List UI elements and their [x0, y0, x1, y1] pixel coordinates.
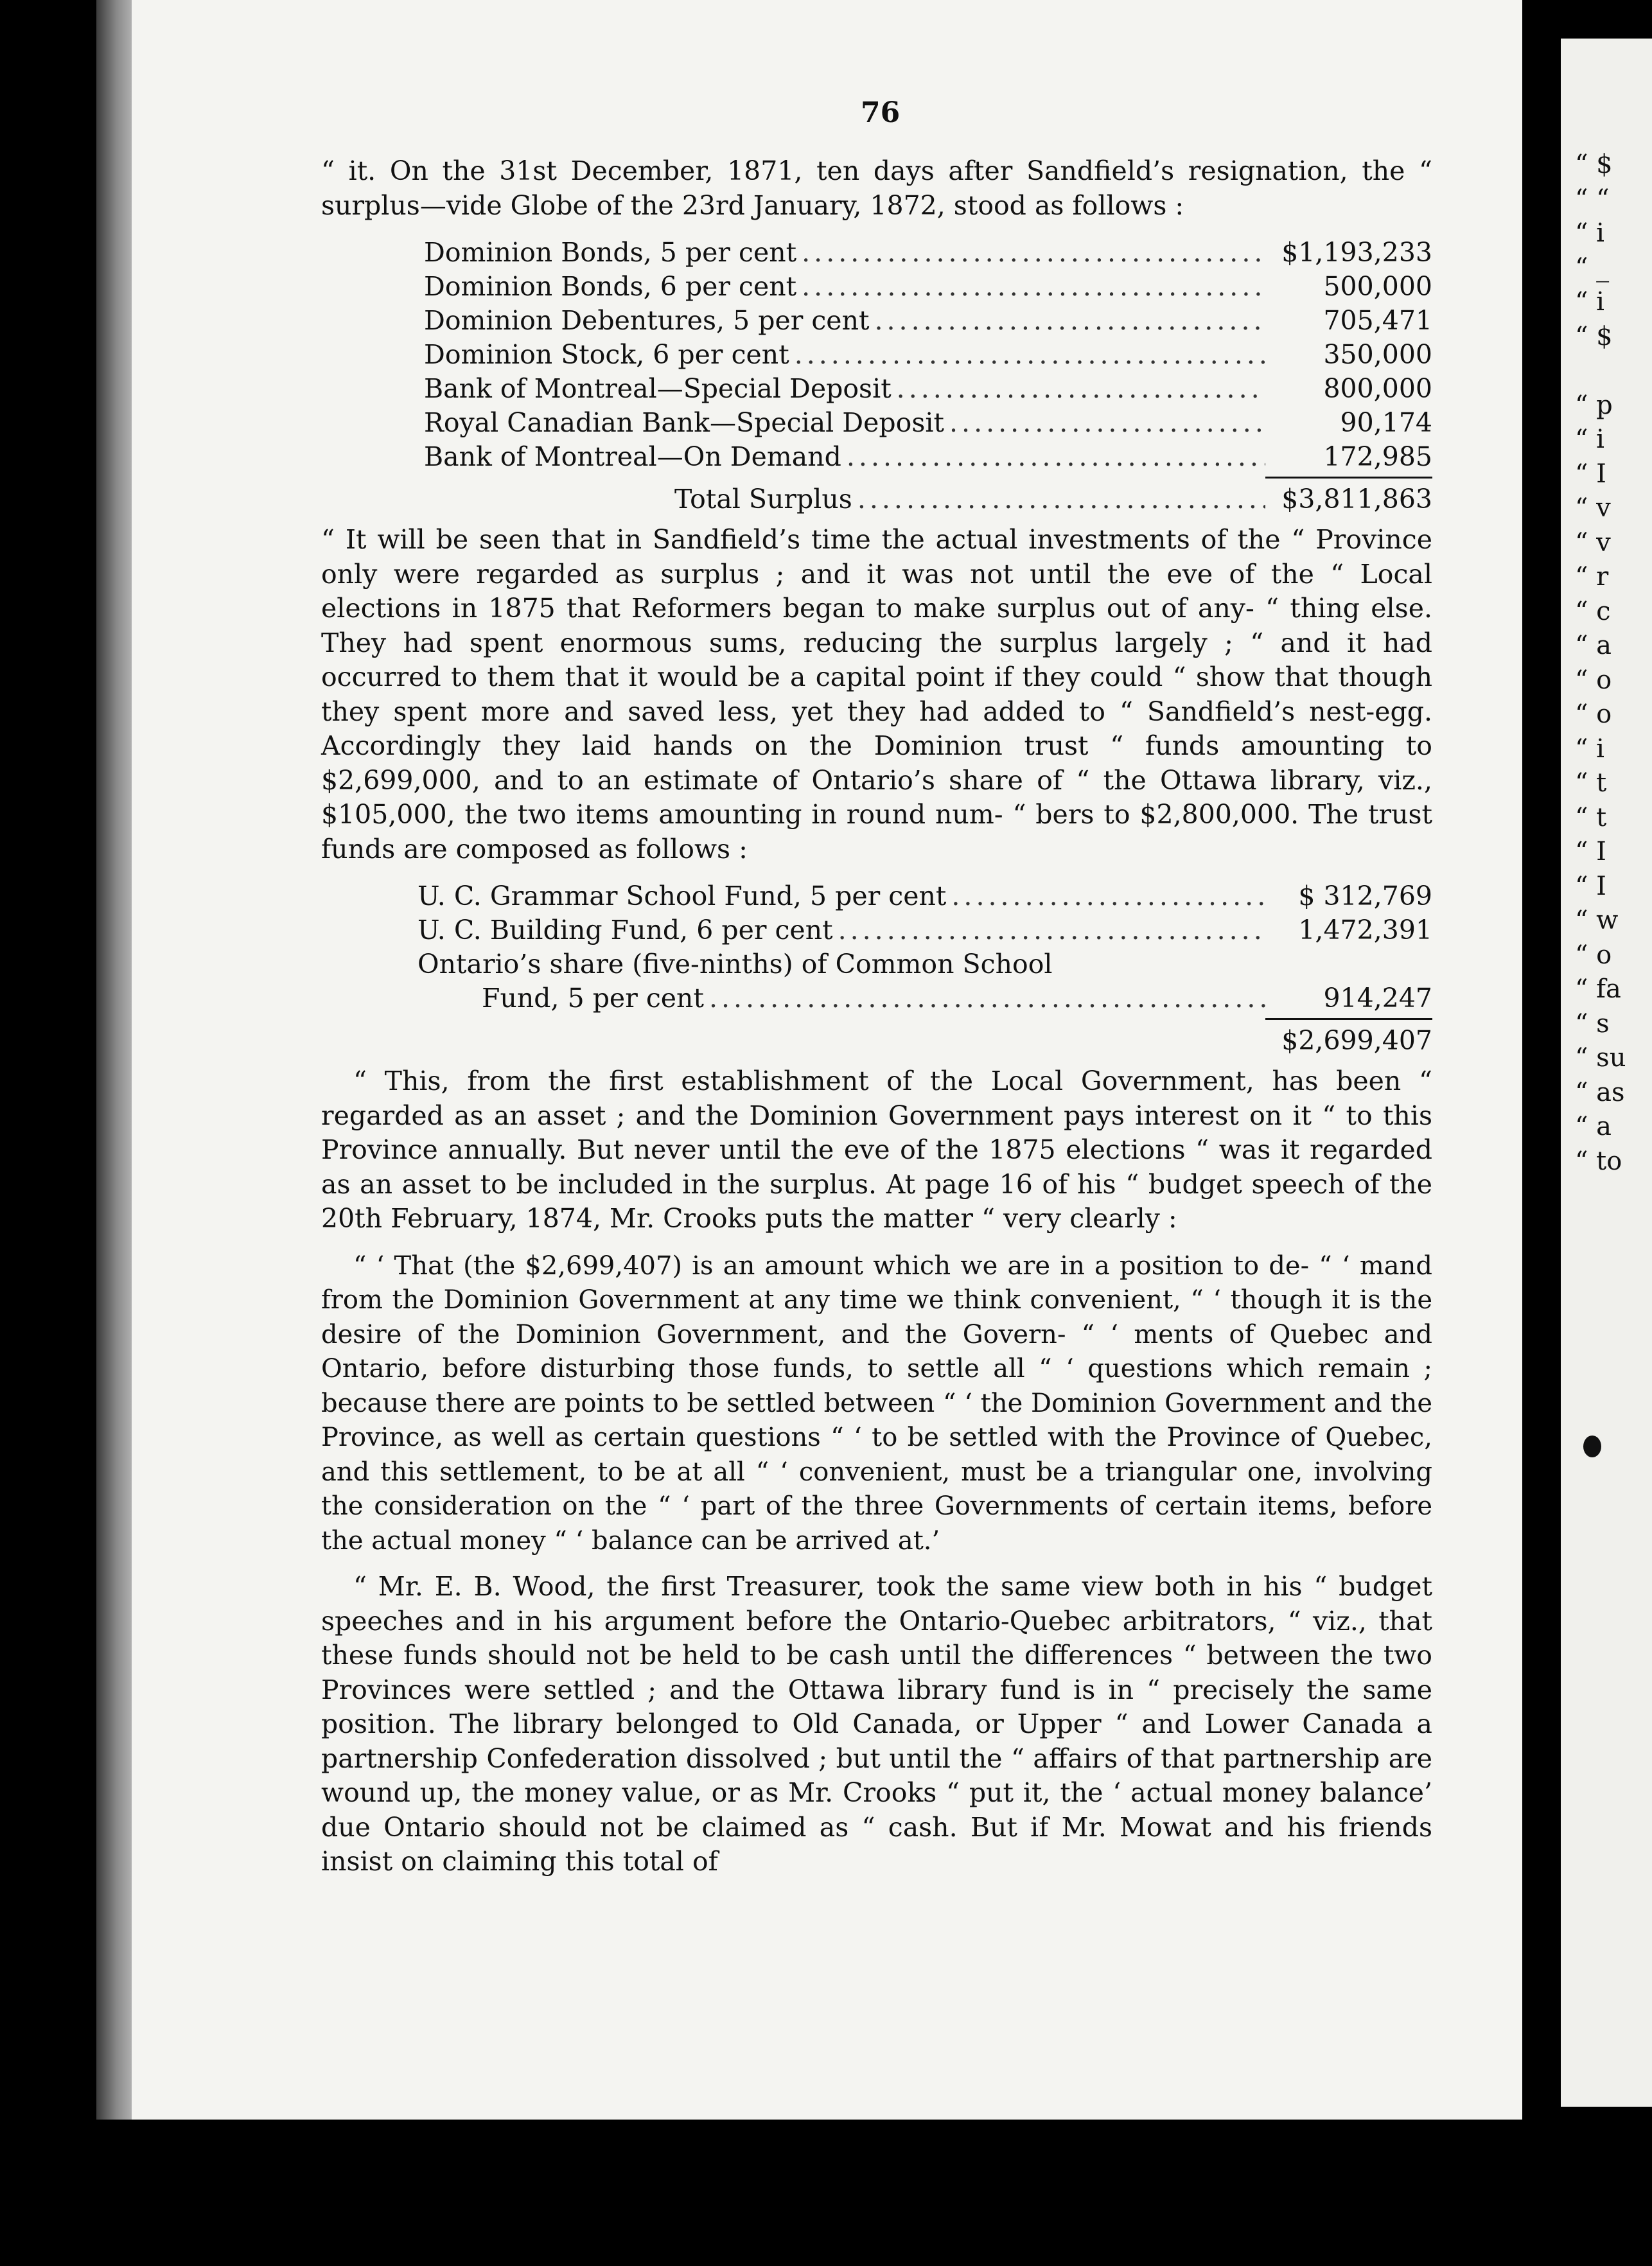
page-number: 76 [861, 96, 901, 129]
trust-row [417, 947, 1432, 981]
surplus-row [424, 406, 1432, 440]
facing-line-fragment: “ i [1575, 733, 1604, 764]
trust-row-amount: 1,472,391 [1298, 915, 1432, 945]
surplus-row-amount: $1,193,233 [1281, 237, 1432, 268]
surplus-row-amount: 705,471 [1323, 305, 1432, 336]
page-gutter [1522, 0, 1561, 2266]
facing-line-fragment: “ s [1575, 1008, 1610, 1039]
surplus-row-amount: 350,000 [1323, 339, 1432, 370]
facing-line-fragment: “ v [1575, 493, 1611, 523]
surplus-row-label: Dominion Bonds, 6 per cent [424, 271, 797, 302]
surplus-row [424, 338, 1432, 372]
leader-dots [892, 372, 1265, 407]
surplus-row [424, 270, 1432, 304]
surplus-row [424, 440, 1432, 474]
facing-line-fragment: “ w [1575, 906, 1619, 935]
surplus-total-row [424, 482, 1432, 516]
facing-line-fragment: “ a [1575, 631, 1612, 660]
leader-dots [704, 981, 1265, 1016]
surplus-row-amount: 172,985 [1323, 441, 1432, 472]
facing-line-fragment: “ o [1575, 699, 1612, 729]
trust-funds-table [321, 879, 1432, 1058]
surplus-row-label: Dominion Debentures, 5 per cent [424, 305, 870, 336]
facing-line-fragment: “ “ [1575, 184, 1610, 214]
surplus-total-label: Total Surplus [674, 484, 852, 514]
paragraph-asset: “ This, from the first establishment of the Local Government, has been “ regarded as an asset ; and the Dominion Government pays interest on it “ to this Province annually. But never until the eve of the 1875 elections “ was it regarded as an asset to be included in the surplus. At page 16 of his “ budget speech of the 20th February, 1874, Mr. Crooks puts the matter “ very clearly : [321, 1066, 1432, 1234]
facing-line-fragment: “ r [1575, 562, 1609, 592]
leader-dots [789, 338, 1265, 373]
page-body [321, 154, 1432, 1892]
trust-row [417, 981, 1432, 1015]
trust-row [417, 913, 1432, 947]
paragraph-wood: “ Mr. E. B. Wood, the first Treasurer, took the same view both in his “ budget speeches and in his argument before the Ontario-Quebec arbitrators, “ viz., that these funds should not be held to be cash until the differences “ between the two Provinces were settled ; and the Ottawa library fund is in “ precisely the same position. The library belonged to Old Canada, or Upper “ and Lower Canada a partnership Confederation dissolved ; but until the “ affairs of that partnership are wound up, the money value, or as Mr. Crooks “ put it, the ‘ actual money balance’ due Ontario should not be claimed as “ cash. But if Mr. Mowat and his friends insist on claiming this total of [321, 1571, 1432, 1877]
facing-line-fragment: “ I [1575, 459, 1606, 489]
facing-line-fragment: “ as [1575, 1077, 1625, 1107]
surplus-table [321, 236, 1432, 516]
surplus-row-label: Royal Canadian Bank—Special Deposit [424, 407, 944, 438]
sum-rule [1265, 1018, 1432, 1020]
leader-dots [852, 482, 1265, 517]
surplus-row-label: Dominion Bonds, 5 per cent [424, 237, 797, 268]
trust-row-label: Fund, 5 per cent [482, 983, 704, 1014]
facing-line-fragment: “ c [1575, 596, 1611, 626]
leader-dots [796, 270, 1265, 304]
leader-dots [841, 440, 1265, 475]
facing-line-fragment: “ i [1575, 287, 1604, 317]
facing-line-fragment: “ su [1575, 1043, 1626, 1073]
surplus-row-label: Bank of Montreal—On Demand [424, 441, 841, 472]
leader-dots [869, 304, 1265, 338]
facing-line-fragment: “ i [1575, 218, 1604, 248]
paragraph-trust-funds: “ It will be seen that in Sandfield’s time the actual investments of the “ Province only were regarded as surplus ; and it was not until the eve of the “ Local elections in 1875 that Reformers began to make surplus out of any- “ thing else. They had spent enormous sums, reducing the surplus largely ; “ and it had occurred to them that it would be a capital point if they could “ show that though they spent more and saved less, yet they had added to “ Sandfield’s nest-egg. Accordingly they laid hands on the Dominion trust “ funds amounting to $2,699,000, and to an estimate of Ontario’s share of “ the Ottawa library, viz., $105,000, the two items amounting in round num- “ bers to $2,800,000. The trust funds are composed as follows : [321, 524, 1432, 865]
facing-line-fragment: “ _ [1575, 252, 1610, 283]
trust-row-label: U. C. Grammar School Fund, 5 per cent [417, 881, 947, 911]
surplus-row-amount: 90,174 [1340, 407, 1432, 438]
surplus-total-amount: $3,811,863 [1281, 484, 1432, 514]
facing-line-fragment: “ i [1575, 425, 1604, 454]
surplus-row [424, 372, 1432, 406]
facing-line-fragment: “ I [1575, 837, 1606, 866]
trust-row-amount: $ 312,769 [1298, 881, 1432, 911]
trust-row-label: Ontario’s share (five-ninths) of Common School [417, 949, 1053, 979]
surplus-row-amount: 500,000 [1323, 271, 1432, 302]
paragraph-crooks-quote: “ ‘ That (the $2,699,407) is an amount which we are in a position to de- “ ‘ mand from the Dominion Government at any time we think convenient, “ ‘ though it is the desire of the Dominion Government, and the Govern- “ ‘ ments of Quebec and Ontario, before disturbing those funds, to settle all “ ‘ questions which remain ; because there are points to be settled between “ ‘ the Dominion Government and the Province, as well as certain questions “ ‘ to be settled with the Province of Quebec, and this settlement, to be at all “ ‘ convenient, must be a triangular one, involving the consideration on the “ ‘ part of the three Governments of certain items, before the actual money “ ‘ balance can be arrived at.’ [321, 1251, 1432, 1556]
facing-line-fragment: “ $ [1575, 321, 1613, 351]
trust-total-amount: $2,699,407 [1281, 1025, 1432, 1056]
surplus-row-label: Bank of Montreal—Special Deposit [424, 373, 892, 404]
leader-dots [833, 913, 1265, 948]
facing-line-fragment: “ I [1575, 871, 1606, 901]
facing-line-fragment: “ p [1575, 390, 1613, 420]
facing-line-fragment: “ $ [1575, 150, 1613, 179]
facing-line-fragment [1575, 354, 1646, 389]
trust-total-row [417, 1024, 1432, 1058]
facing-line-fragment: “ v [1575, 527, 1611, 558]
surplus-row-amount: 800,000 [1323, 373, 1432, 404]
trust-row-amount: 914,247 [1323, 983, 1432, 1014]
facing-line-fragment: “ a [1575, 1112, 1612, 1141]
ink-blot [1583, 1436, 1601, 1457]
surplus-row-label: Dominion Stock, 6 per cent [424, 339, 789, 370]
facing-page-line-starts [1575, 148, 1646, 1179]
paragraph-intro: “ it. On the 31st December, 1871, ten days after Sandfield’s resignation, the “ surplus—vide Globe of the 23rd January, 1872, stood as follows : [321, 155, 1432, 221]
facing-line-fragment: “ fa [1575, 974, 1621, 1004]
facing-line-fragment: “ o [1575, 940, 1612, 970]
sum-rule [1265, 477, 1432, 479]
leader-dots [946, 879, 1265, 914]
facing-line-fragment: “ to [1575, 1146, 1622, 1176]
facing-line-fragment: “ t [1575, 768, 1607, 798]
facing-line-fragment: “ t [1575, 802, 1607, 832]
leader-dots [796, 236, 1265, 270]
surplus-row [424, 304, 1432, 338]
leader-dots [944, 406, 1265, 441]
trust-row [417, 879, 1432, 913]
facing-line-fragment: “ o [1575, 665, 1612, 695]
surplus-row [424, 236, 1432, 270]
trust-row-label: U. C. Building Fund, 6 per cent [417, 915, 833, 945]
